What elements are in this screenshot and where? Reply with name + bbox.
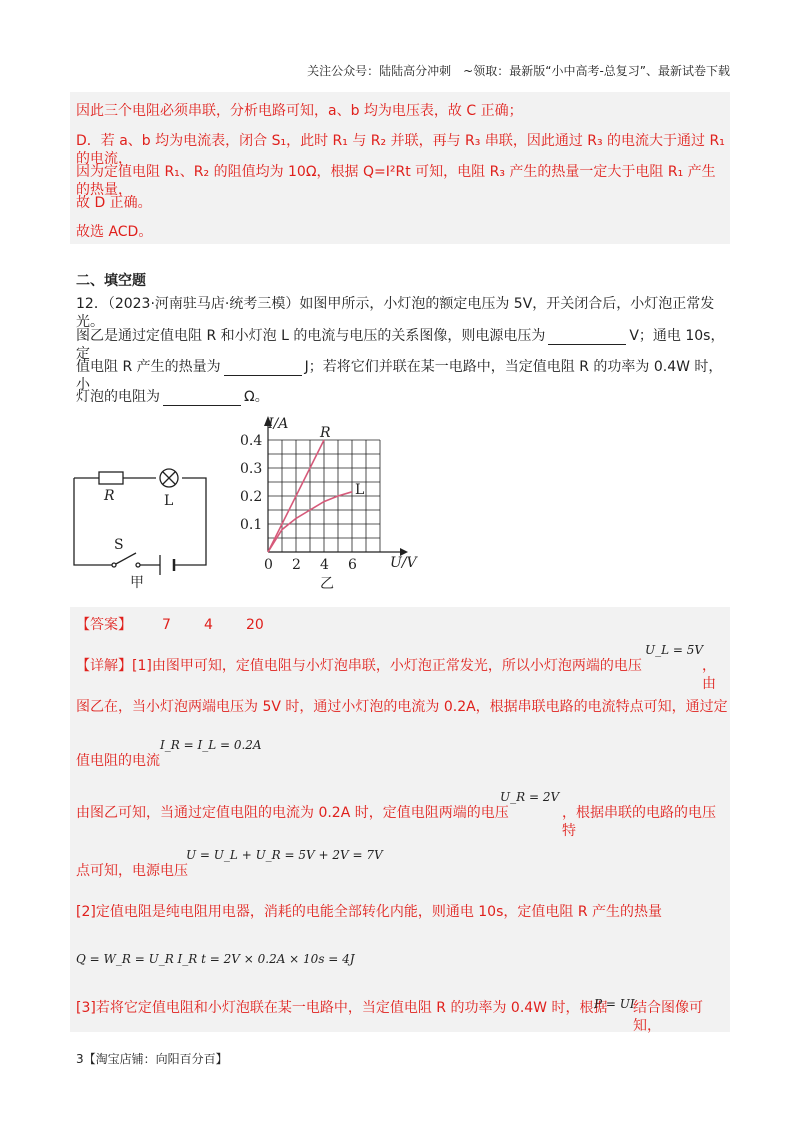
detail-line-5 [76, 848, 728, 880]
question-text: 图乙是通过定值电阻 R 和小灯泡 L 的电流与电压的关系图像，则电源电压为 [76, 328, 546, 344]
question-line-4 [76, 388, 728, 406]
y-tick-label: 0.4 [240, 433, 263, 449]
answer-blank-2 [224, 361, 302, 376]
detail-text: 值电阻的电流 [76, 753, 160, 769]
x-tick-label: 2 [292, 557, 301, 573]
detail-formula: Q = W_R = U_R I_R t = 2V × 0.2A × 10s = 4J [76, 952, 355, 966]
answer-value-1: 7 [162, 617, 171, 633]
y-axis-label: I/A [268, 416, 289, 432]
x-tick-label: 6 [348, 557, 357, 573]
answer-line [76, 616, 728, 634]
x-axis-label: U/V [390, 555, 417, 571]
resistor-symbol [99, 472, 123, 484]
iv-graph [228, 412, 428, 594]
detail-text: ，由 [702, 658, 716, 692]
detail-formula: P = UI [594, 997, 635, 1011]
question-line-1: 12．（2023·河南驻马店·统考三模）如图甲所示，小灯泡的额定电压为 5V，开关闭合后，小灯泡正常发光。 [76, 296, 715, 330]
resistor-label: R [104, 488, 115, 504]
curve-label-l: L [355, 481, 365, 498]
detail-line-2: 图乙在，当小灯泡两端电压为 5V 时，通过小灯泡的电流为 0.2A，根据串联电路的电流特点可知，通过定 [76, 699, 728, 715]
detail-text: [3]若将它定值电阻和小灯泡联在某一电路中，当定值电阻 R 的功率为 0.4W 时，根据 [76, 1000, 608, 1016]
detail-text: 由图乙可知，当通过定值电阻的电流为 0.2A 时，定值电阻两端的电压 [76, 805, 509, 821]
lamp-label: L [164, 493, 174, 509]
graph-axes [264, 416, 408, 556]
detail-line-6: [2]定值电阻是纯电阻用电器，消耗的电能全部转化内能，则通电 10s，定值电阻 R 产生的热量 [76, 904, 663, 920]
detail-line-1 [76, 643, 728, 692]
circuit-diagram [66, 455, 216, 595]
question-text: J；若将它们并联在某一电路中，当定值电阻 R 的功率为 0.4W 时，小 [76, 359, 723, 393]
question-text: 值电阻 R 产生的热量为 [76, 359, 221, 375]
circuit-wire [74, 478, 206, 565]
y-tick-label: 0.2 [240, 489, 263, 505]
answer-value-2: 4 [204, 617, 213, 633]
detail-formula: U = U_L + U_R = 5V + 2V = 7V [186, 848, 383, 862]
detail-formula: U_R = 2V [500, 790, 560, 804]
page-header: 关注公众号：陆陆高分冲刺 ~领取：最新版“小中高考-总复习”、最新试卷下载 [307, 64, 730, 78]
question-text: V；通电 10s，定 [76, 328, 725, 362]
x-tick-label: 4 [320, 557, 329, 573]
detail-text: 结合图像可知， [633, 1000, 703, 1034]
solution-line-4: 故 D 正确。 [76, 195, 152, 211]
x-tick-label: 0 [264, 557, 273, 573]
answer-label: 【答案】 [76, 617, 132, 633]
solution-line-5: 故选 ACD。 [76, 224, 153, 240]
graph-caption: 乙 [320, 576, 334, 592]
curve-label-r: R [320, 425, 331, 441]
detail-text: 点可知，电源电压 [76, 863, 188, 879]
solution-line-1: 因此三个电阻必须串联，分析电路可知，a、b 均为电压表，故 C 正确； [76, 103, 523, 119]
switch-label: S [114, 537, 124, 553]
detail-text: 【详解】[1]由图甲可知，定值电阻与小灯泡串联，小灯泡正常发光，所以小灯泡两端的电压 [76, 658, 642, 674]
solution-line-2: D．若 a、b 均为电流表，闭合 S₁，此时 R₁ 与 R₂ 并联，再与 R₃ 串联，因此通过 R₃ 的电流大于通过 R₁ 的电流， [76, 133, 725, 167]
switch-symbol [114, 553, 136, 565]
detail-line-8 [76, 997, 728, 1034]
solution-line-3: 因为定值电阻 R₁、R₂ 的阻值均为 10Ω，根据 Q=I²Rt 可知，电阻 R₃ 产生的热量一定大于电阻 R₁ 产生的热量， [76, 164, 716, 198]
detail-formula: U_L = 5V [645, 643, 704, 657]
answer-blank-1 [548, 330, 626, 345]
question-text: 灯泡的电阻为 [76, 389, 160, 405]
detail-line-4 [76, 790, 728, 839]
answer-blank-3 [163, 391, 241, 406]
circuit-caption: 甲 [130, 575, 144, 591]
detail-line-7 [76, 950, 728, 968]
page-footer: 3【淘宝店铺：向阳百分百】 [76, 1052, 228, 1066]
section-title: 二、填空题 [76, 273, 146, 289]
detail-line-3 [76, 738, 728, 770]
y-tick-label: 0.3 [240, 461, 263, 477]
answer-value-3: 20 [246, 617, 264, 633]
detail-formula: I_R = I_L = 0.2A [160, 738, 262, 752]
y-tick-label: 0.1 [240, 517, 263, 533]
detail-text: ，根据串联的电路的电压特 [562, 805, 716, 839]
question-text: Ω。 [244, 389, 269, 405]
